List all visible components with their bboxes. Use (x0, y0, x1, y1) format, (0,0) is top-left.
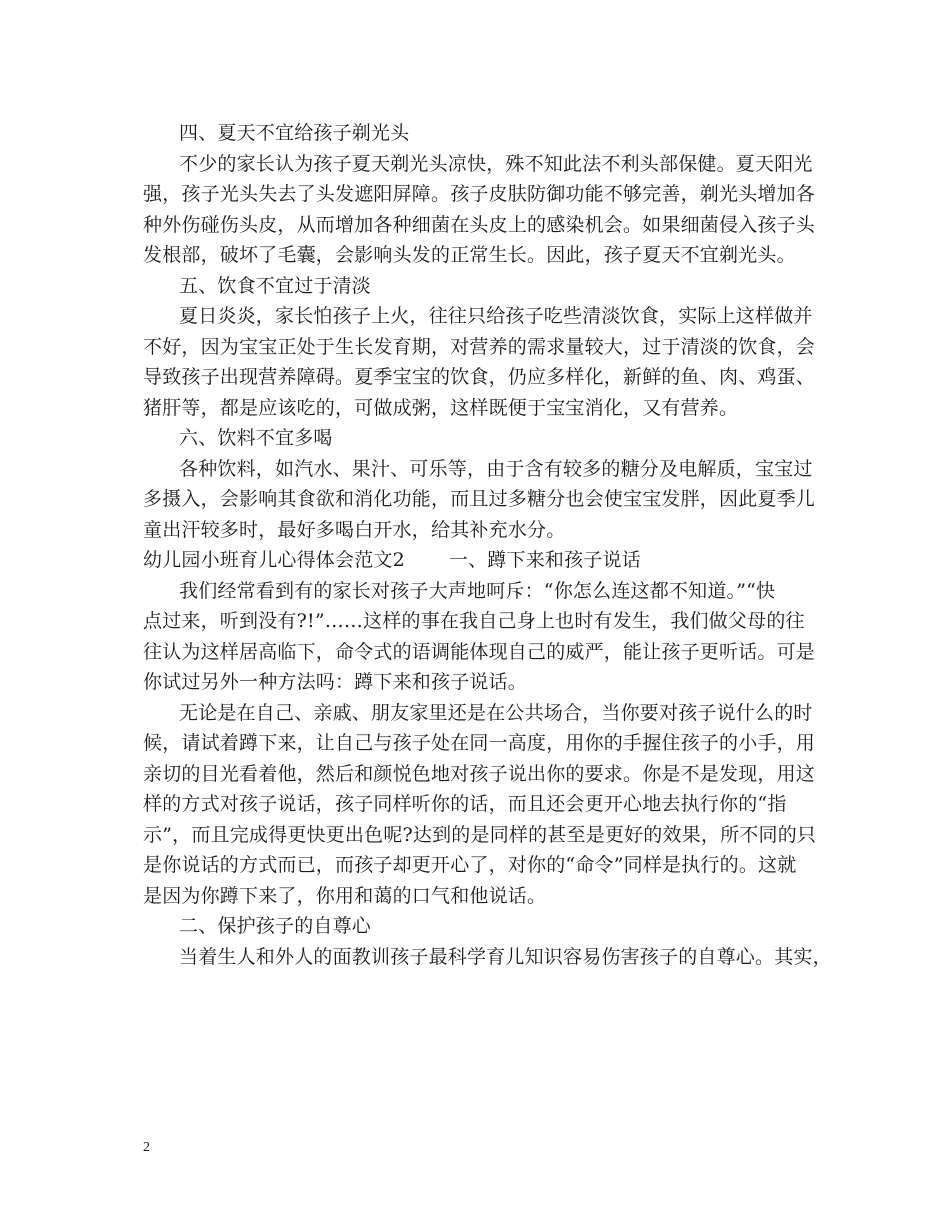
paragraph-line: 样的方式对孩子说话，孩子同样听你的话，而且还会更开心地去执行你的“指 (143, 793, 787, 815)
section-heading-1: 一、蹲下来和孩子说话 (448, 549, 641, 571)
paragraph-line: 猪肝等，都是应该吃的，可做成粥，这样既便于宝宝消化，又有营养。 (143, 396, 739, 419)
paragraph-line: 不好，因为宝宝正处于生长发育期，对营养的需求量较大，过于清淡的饮食，会 (143, 335, 816, 358)
paragraph-line: 亲切的目光看着他，然后和颜悦色地对孩子说出你的要求。你是不是发现，用这 (143, 762, 816, 785)
paragraph-line: 种外伤碰伤头皮，从而增加各种细菌在头皮上的感染机会。如果细菌侵入孩子头 (143, 213, 816, 236)
paragraph-line: 往认为这样居高临下，命令式的语调能体现自己的威严，能让孩子更听话。可是 (143, 640, 816, 663)
paragraph-line: 强，孩子光头失去了头发遮阳屏障。孩子皮肤防御功能不够完善，剃光头增加各 (143, 183, 816, 205)
document-title-row (143, 545, 823, 576)
paragraph-line: 童出汗较多时，最好多喝白开水，给其补充水分。 (143, 518, 566, 541)
section-heading-2: 二、保护孩子的自尊心 (179, 915, 372, 937)
paragraph-line: 示”，而且完成得更快更出色呢?达到的是同样的甚至是更好的效果，所不同的只 (143, 823, 817, 846)
paragraph-line: 我们经常看到有的家长对孩子大声地呵斥：“你怎么连这都不知道。”“快 (179, 579, 776, 602)
paragraph-line: 是因为你蹲下来了，你用和蔼的口气和他说话。 (143, 884, 547, 907)
section-heading-6: 六、饮料不宜多喝 (179, 427, 333, 449)
paragraph-line: 是你说话的方式而已，而孩子却更开心了，对你的“命令”同样是执行的。这就 (143, 854, 797, 876)
paragraph-line: 无论是在自己、亲戚、朋友家里还是在公共场合，当你要对孩子说什么的时 (179, 701, 813, 724)
paragraph-line: 当着生人和外人的面教训孩子最科学育儿知识容易伤害孩子的自尊心。其实， (179, 945, 832, 968)
paragraph-line: 不少的家长认为孩子夏天剃光头凉快，殊不知此法不利头部保健。夏天阳光 (179, 152, 813, 175)
paragraph-line: 点过来，听到没有?!”……这样的事在我自己身上也时有发生，我们做父母的往 (143, 610, 805, 632)
document-page (143, 118, 832, 972)
paragraph-line: 多摄入，会影响其食欲和消化功能，而且过多糖分也会使宝宝发胖，因此夏季儿 (143, 488, 816, 510)
paragraph-line: 各种饮料，如汽水、果汁、可乐等，由于含有较多的糖分及电解质，宝宝过 (179, 457, 813, 480)
paragraph-line: 你试过另外一种方法吗：蹲下来和孩子说话。 (143, 671, 528, 693)
document-title: 幼儿园小班育儿心得体会范文2 (143, 549, 405, 571)
paragraph-line: 候，请试着蹲下来，让自己与孩子处在同一高度，用你的手握住孩子的小手，用 (143, 732, 816, 754)
page-number: 2 (143, 1140, 150, 1155)
section-heading-4: 四、夏天不宜给孩子剃光头 (179, 122, 410, 144)
section-heading-5: 五、饮食不宜过于清淡 (179, 274, 372, 297)
paragraph-line: 导致孩子出现营养障碍。夏季宝宝的饮食，仍应多样化，新鲜的鱼、肉、鸡蛋、 (143, 366, 816, 388)
paragraph-line: 发根部，破坏了毛囊，会影响头发的正常生长。因此，孩子夏天不宜剃光头。 (143, 244, 796, 266)
paragraph-line: 夏日炎炎，家长怕孩子上火，往往只给孩子吃些清淡饮食，实际上这样做并 (179, 305, 813, 327)
